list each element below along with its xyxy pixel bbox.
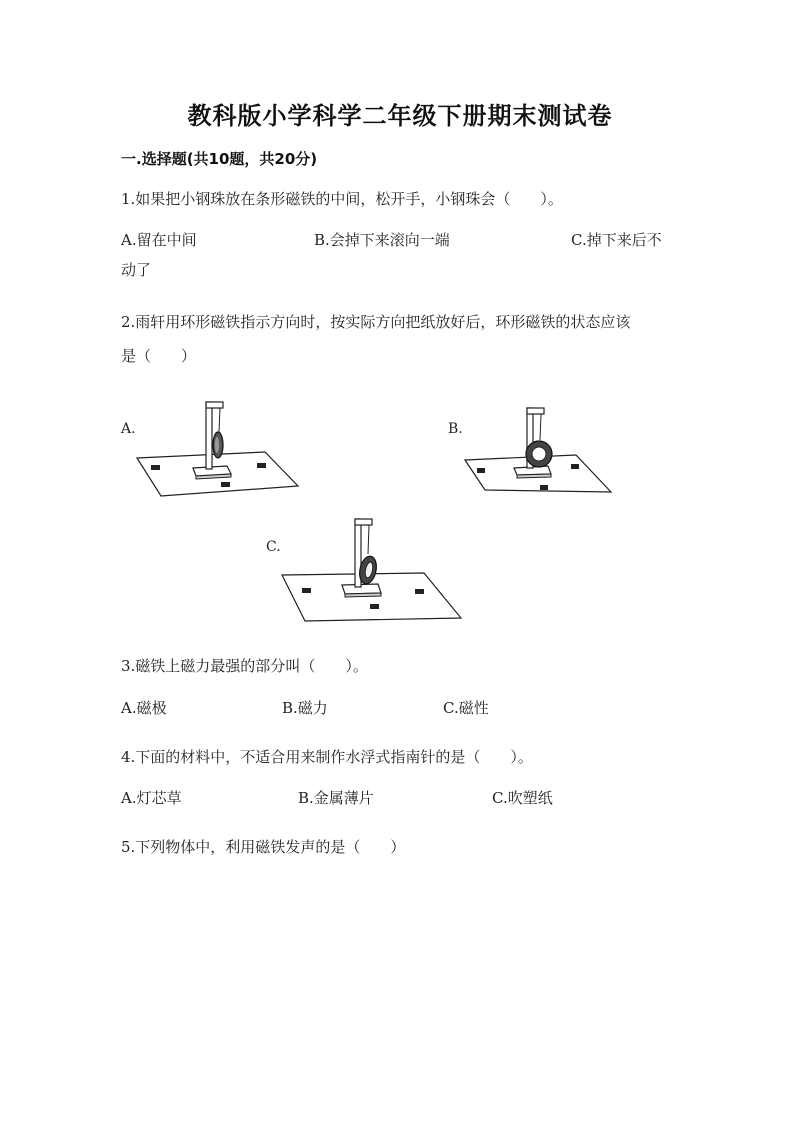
question-1-option-a: A.留在中间 xyxy=(121,231,197,249)
question-3-option-c: C.磁性 xyxy=(443,699,489,717)
question-1-option-c: C.掉下来后不 xyxy=(571,231,662,249)
question-2-stem: 2.雨轩用环形磁铁指示方向时，按实际方向把纸放好后，环形磁铁的状态应该 xyxy=(121,313,631,331)
question-2-option-c-label: C. xyxy=(266,539,281,555)
question-3-option-b: B.磁力 xyxy=(282,699,328,717)
question-2-option-b-label: B. xyxy=(448,421,463,437)
question-3-stem: 3.磁铁上磁力最强的部分叫（ ）。 xyxy=(121,657,368,675)
question-4-option-a: A.灯芯草 xyxy=(121,789,182,807)
question-1-option-b: B.会掉下来滚向一端 xyxy=(314,231,450,249)
question-5-stem: 5.下列物体中，利用磁铁发声的是（ ） xyxy=(121,838,406,856)
question-4-stem: 4.下面的材料中，不适合用来制作水浮式指南针的是（ ）。 xyxy=(121,748,533,766)
question-1-option-c-wrap: 动了 xyxy=(121,261,152,279)
page-title: 教科版小学科学二年级下册期末测试卷 xyxy=(187,102,613,130)
question-1-stem: 1.如果把小钢珠放在条形磁铁的中间，松开手，小钢珠会（ ）。 xyxy=(121,190,563,208)
section-heading: 一.选择题(共10题，共20分) xyxy=(121,150,318,168)
option-b-ring-magnet-figure xyxy=(463,404,615,496)
question-2-option-a-label: A. xyxy=(121,421,136,437)
question-2-stem-wrap: 是（ ） xyxy=(121,347,197,365)
question-3-option-a: A.磁极 xyxy=(121,699,167,717)
option-c-ring-magnet-figure xyxy=(280,515,464,623)
question-4-option-b: B.金属薄片 xyxy=(298,789,374,807)
option-a-ring-magnet-figure xyxy=(135,398,305,500)
question-4-option-c: C.吹塑纸 xyxy=(492,789,553,807)
